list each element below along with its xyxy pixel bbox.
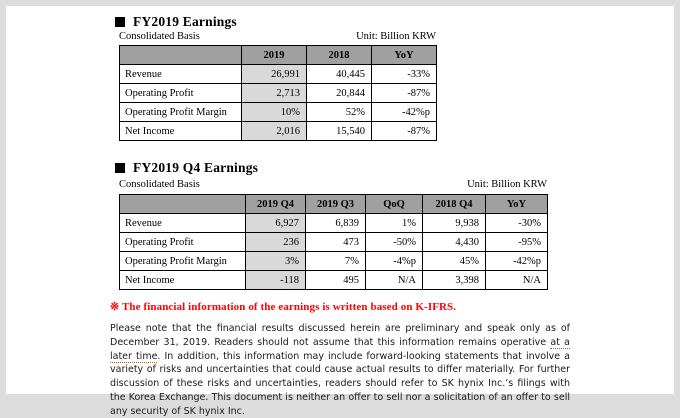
table2-header-2019q4: 2019 Q4 [246, 195, 306, 214]
table-row-revenue [120, 65, 437, 84]
section2-meta-row [119, 179, 547, 190]
table-cell: 236 [246, 233, 306, 252]
row-label: Operating Profit Margin [120, 252, 246, 271]
table-cell: 3% [246, 252, 306, 271]
table2-header-qoq: QoQ [366, 195, 423, 214]
row-label: Revenue [120, 214, 246, 233]
table-cell: N/A [366, 271, 423, 290]
square-bullet-icon [115, 17, 125, 27]
table-cell: -50% [366, 233, 423, 252]
disclaimer-paragraph [110, 322, 570, 418]
table1-header-2018: 2018 [307, 46, 372, 65]
table-cell: -42%p [486, 252, 548, 271]
table-cell: 4,430 [423, 233, 486, 252]
section1-unit-label: Unit: Billion KRW [356, 31, 436, 42]
table-cell: 6,927 [246, 214, 306, 233]
section2-basis-label: Consolidated Basis [119, 179, 200, 190]
table2-header-2019q3: 2019 Q3 [306, 195, 366, 214]
table2-header-2018q4: 2018 Q4 [423, 195, 486, 214]
table-cell: -42%p [372, 103, 437, 122]
table1-header-row [120, 46, 437, 65]
table-cell: 52% [307, 103, 372, 122]
table1-header-2019: 2019 [242, 46, 307, 65]
section1-title-text: FY2019 Earnings [133, 14, 237, 29]
kifrs-note: ※ The financial information of the earnings is written based on K-IFRS. [110, 301, 457, 313]
section2-title [115, 160, 258, 176]
table-cell: 2,713 [242, 84, 307, 103]
table-cell: 6,839 [306, 214, 366, 233]
square-bullet-icon [115, 163, 125, 173]
section2-unit-label: Unit: Billion KRW [467, 179, 547, 190]
table-row-operating-profit-margin [120, 252, 548, 271]
table1-header-yoy: YoY [372, 46, 437, 65]
table-cell: 26,991 [242, 65, 307, 84]
table-row-operating-profit-margin [120, 103, 437, 122]
table-row-net-income [120, 122, 437, 141]
table-cell: 2,016 [242, 122, 307, 141]
fy2019-earnings-table [119, 45, 437, 141]
table-cell: N/A [486, 271, 548, 290]
table-cell: 473 [306, 233, 366, 252]
table-cell: -95% [486, 233, 548, 252]
table2-header-row [120, 195, 548, 214]
row-label: Net Income [120, 271, 246, 290]
table1-header-blank [120, 46, 242, 65]
table-cell: -33% [372, 65, 437, 84]
disclaimer-text-start: Please note that the financial results discussed herein are preliminary and speak only as of December 31, 2019. Readers should not assume that this information remains operative [110, 323, 570, 348]
row-label: Operating Profit Margin [120, 103, 242, 122]
row-label: Net Income [120, 122, 242, 141]
row-label: Operating Profit [120, 233, 246, 252]
row-label: Revenue [120, 65, 242, 84]
table-cell: 1% [366, 214, 423, 233]
table2-header-yoy: YoY [486, 195, 548, 214]
table-row-net-income [120, 271, 548, 290]
table-cell: 15,540 [307, 122, 372, 141]
table-cell: 40,445 [307, 65, 372, 84]
document-page [6, 6, 674, 417]
section1-basis-label: Consolidated Basis [119, 31, 200, 42]
table-cell: 10% [242, 103, 307, 122]
table2-header-blank [120, 195, 246, 214]
row-label: Operating Profit [120, 84, 242, 103]
table-cell: 45% [423, 252, 486, 271]
spellcheck-underlined-phrase: at a later time [110, 336, 570, 362]
table-cell: 9,938 [423, 214, 486, 233]
table-cell: -87% [372, 122, 437, 141]
table-cell: 3,398 [423, 271, 486, 290]
table-row-revenue [120, 214, 548, 233]
table-cell: -30% [486, 214, 548, 233]
table-cell: -118 [246, 271, 306, 290]
fy2019-q4-earnings-table [119, 194, 548, 290]
table-row-operating-profit [120, 233, 548, 252]
section1-meta-row [119, 31, 436, 42]
table-cell: 495 [306, 271, 366, 290]
section2-title-text: FY2019 Q4 Earnings [133, 160, 259, 175]
table-cell: 7% [306, 252, 366, 271]
section1-title [115, 14, 237, 30]
table-cell: 20,844 [307, 84, 372, 103]
table-cell: -4%p [366, 252, 423, 271]
disclaimer-text-end: . In addition, this information may include forward-looking statements that involve a variety of risks and uncertainties that could cause actual results to differ materially. For further discussion of these risks and uncertainties, readers should refer to SK hynix Inc.’s filings with the Korea Exchange. This document is neither an offer to sell nor a solicitation of an offer to sell any security of SK hynix Inc. [110, 350, 570, 417]
table-row-operating-profit [120, 84, 437, 103]
table-cell: -87% [372, 84, 437, 103]
